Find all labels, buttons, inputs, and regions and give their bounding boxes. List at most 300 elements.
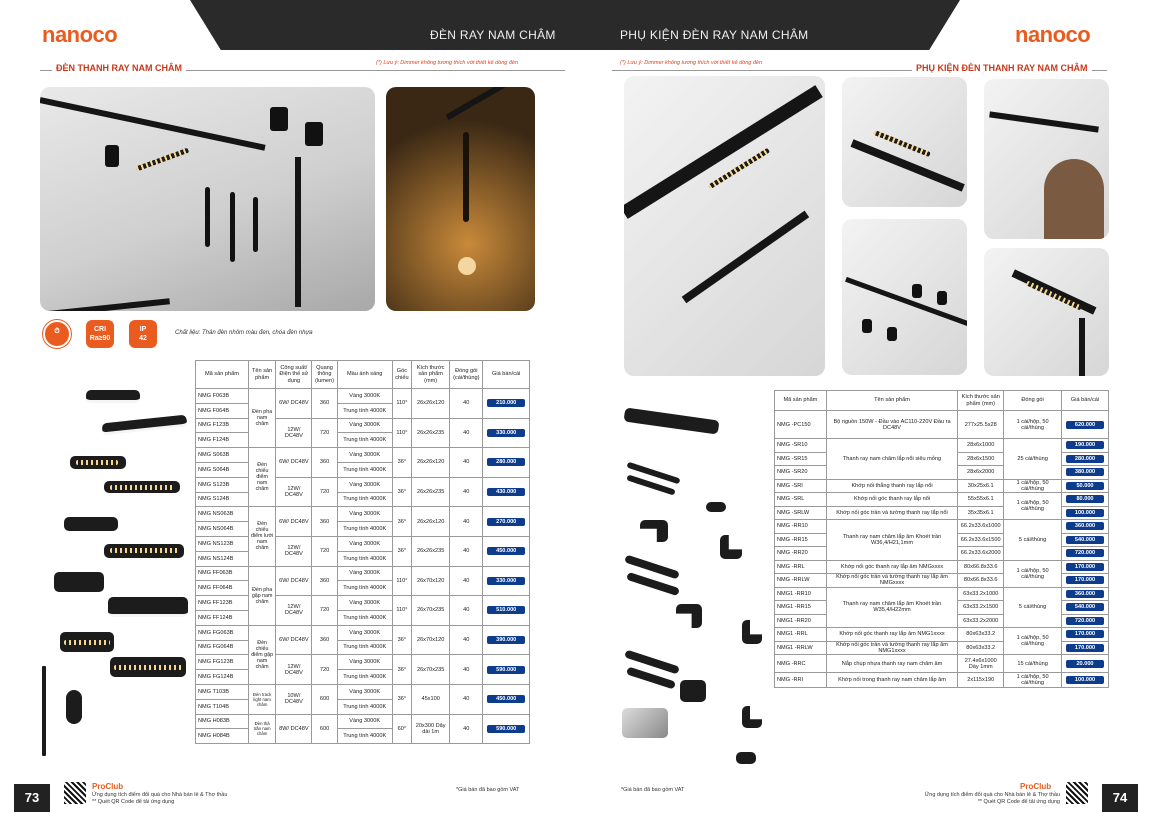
lumen: 360 <box>312 389 337 419</box>
proclub-line1-right: Ứng dụng tích điểm đổi quà cho Nhà bán lẻ & Thợ thầu <box>924 792 1060 798</box>
power: 12W/ DC48V <box>276 418 312 448</box>
product-code: NMG F064B <box>196 403 249 418</box>
price: 190.000 <box>1066 441 1104 449</box>
light-color: Trung tính 4000K <box>337 522 392 537</box>
light-color: Vàng 3000K <box>337 536 392 551</box>
track-closeup-photo <box>624 76 825 376</box>
pendant-photo <box>386 87 535 311</box>
accessory-size: 35x35x6.1 <box>958 506 1004 520</box>
col-pack: Đóng gói (cái/thùng) <box>450 361 483 389</box>
price: 450.000 <box>487 695 525 703</box>
product-code: NMG FF064B <box>196 581 249 596</box>
lumen: 720 <box>312 536 337 566</box>
accessory-size: 28x6x2000 <box>958 466 1004 480</box>
packing: 40 <box>450 536 483 566</box>
price: 50.000 <box>1066 482 1104 490</box>
product-code: NMG T103B <box>196 684 249 699</box>
product-code: NMG S064B <box>196 462 249 477</box>
price: 590.000 <box>487 666 525 674</box>
accessory-size: 80x66.8x33.6 <box>958 574 1004 588</box>
accessory-size: 80x63x33.2 <box>958 641 1004 655</box>
accessory-code: NMG -RR20 <box>775 547 827 561</box>
beam-angle: 110° <box>392 389 411 419</box>
accessory-size: 66.2x33.6x1000 <box>958 520 1004 534</box>
light-color: Vàng 3000K <box>337 448 392 463</box>
price: 360.000 <box>1066 522 1104 530</box>
light-color: Trung tính 4000K <box>337 433 392 448</box>
packing: 40 <box>450 418 483 448</box>
accessory-code: NMG -SR10 <box>775 439 827 453</box>
accessory-pack: 1 cái/hộp, 50 cái/thùng <box>1004 560 1062 587</box>
product-code: NMG S123B <box>196 477 249 492</box>
product-code: NMG FG124B <box>196 670 249 685</box>
col-size: Kích thước sản phẩm (mm) <box>412 361 450 389</box>
price: 380.000 <box>1066 468 1104 476</box>
product-name: Đèn pha nam châm <box>248 389 276 448</box>
accessory-size: 63x33.2x1500 <box>958 601 1004 615</box>
cri-badge <box>86 320 114 348</box>
accessory-name: Khớp nối góc trần và tường thanh ray lắp âm NMG1xxxx <box>826 641 957 655</box>
table-row <box>775 655 1109 673</box>
accessory-code: NMG -RR15 <box>775 533 827 547</box>
left-note: (*) Lưu ý: Dimmer không tương thích với thiết kế dòng đèn <box>376 60 519 66</box>
right-section-title: PHỤ KIỆN ĐÈN THANH RAY NAM CHÂM <box>912 63 1092 73</box>
lumen: 720 <box>312 655 337 685</box>
light-color: Vàng 3000K <box>337 684 392 699</box>
power: 12W/ DC48V <box>276 477 312 507</box>
brand-logo-left: nanoco <box>42 22 118 47</box>
product-code: NMG FF124B <box>196 610 249 625</box>
accessory-code: NMG -RRI <box>775 673 827 688</box>
table-row <box>775 411 1109 439</box>
dimension: 26x26x235 <box>412 477 450 507</box>
price: 170.000 <box>1066 644 1104 652</box>
price-cell <box>483 477 530 507</box>
ceiling-track-photo <box>984 248 1109 376</box>
packing: 40 <box>450 477 483 507</box>
accessory-size: 66.2x33.6x1500 <box>958 533 1004 547</box>
accessory-size: 277x25.5x28 <box>958 411 1004 439</box>
product-code: NMG F063B <box>196 389 249 404</box>
price-cell <box>1062 452 1109 466</box>
light-color: Vàng 3000K <box>337 714 392 729</box>
packing: 40 <box>450 389 483 419</box>
price: 270.000 <box>487 518 525 526</box>
light-color: Vàng 3000K <box>337 418 392 433</box>
packing: 40 <box>450 448 483 478</box>
beam-angle: 36° <box>392 655 411 685</box>
page-number-left: 73 <box>14 784 50 812</box>
accessory-code: NMG1 -RR15 <box>775 601 827 615</box>
price-cell <box>1062 641 1109 655</box>
rcol-size: Kích thước sản phẩm (mm) <box>958 391 1004 411</box>
price: 450.000 <box>487 547 525 555</box>
accessory-name: Bộ nguồn 150W - Đầu vào AC110-220V Đầu ra DC48V <box>826 411 957 439</box>
price: 210.000 <box>487 399 525 407</box>
price-cell <box>1062 506 1109 520</box>
power: 6W/ DC48V <box>276 507 312 537</box>
price-cell <box>1062 439 1109 453</box>
packing: 40 <box>450 684 483 714</box>
beam-angle: 36° <box>392 507 411 537</box>
product-code: NMG FF123B <box>196 596 249 611</box>
beam-angle: 36° <box>392 477 411 507</box>
price: 590.000 <box>487 725 525 733</box>
product-name: Đèn chiếu điểm nam châm <box>248 448 276 507</box>
table-row <box>196 536 530 551</box>
light-color: Trung tính 4000K <box>337 699 392 714</box>
light-color: Trung tính 4000K <box>337 403 392 418</box>
product-code: NMG FF063B <box>196 566 249 581</box>
packing: 40 <box>450 714 483 744</box>
table-row <box>775 479 1109 493</box>
light-color: Vàng 3000K <box>337 655 392 670</box>
light-color: Trung tính 4000K <box>337 462 392 477</box>
table-row <box>775 628 1109 642</box>
price-cell <box>483 625 530 655</box>
light-color: Trung tính 4000K <box>337 551 392 566</box>
dimension: 26x70x120 <box>412 625 450 655</box>
page-number-right: 74 <box>1102 784 1138 812</box>
col-price: Giá bán/cái <box>483 361 530 389</box>
light-color: Trung tính 4000K <box>337 610 392 625</box>
col-angle: Góc chiếu <box>392 361 411 389</box>
price-cell <box>483 536 530 566</box>
product-name: Đèn pha gập nam châm <box>248 566 276 625</box>
beam-angle: 36° <box>392 684 411 714</box>
accessory-code: NMG1 -RRL <box>775 628 827 642</box>
price-cell <box>1062 466 1109 480</box>
accessory-pack: 1 cái/hộp, 50 cái/thùng <box>1004 493 1062 520</box>
price-cell <box>1062 655 1109 673</box>
price-cell <box>1062 479 1109 493</box>
table-row <box>196 507 530 522</box>
accessory-code: NMG -RRC <box>775 655 827 673</box>
accessory-pack: 5 cái/thùng <box>1004 587 1062 628</box>
power: 6W/ DC48V <box>276 389 312 419</box>
proclub-line2-right: ** Quét QR Code để tải ứng dụng <box>977 799 1060 805</box>
beam-angle: 60° <box>392 714 411 744</box>
rcol-name: Tên sản phẩm <box>826 391 957 411</box>
rcol-price: Giá bán/cái <box>1062 391 1109 411</box>
accessory-pack: 1 cái/hộp, 50 cái/thùng <box>1004 411 1062 439</box>
lumen: 360 <box>312 448 337 478</box>
price: 330.000 <box>487 429 525 437</box>
material-note: Chất liệu: Thân đèn nhôm màu đen, chóa đèn nhựa <box>175 330 313 336</box>
price-cell <box>483 714 530 744</box>
ip-value: 42 <box>139 335 147 342</box>
price-cell <box>1062 533 1109 547</box>
brand-logo-right: nanoco <box>1015 22 1091 47</box>
product-code: NMG NS064B <box>196 522 249 537</box>
accessory-code: NMG -PC150 <box>775 411 827 439</box>
accessory-code: NMG -RRL <box>775 560 827 574</box>
lumen: 600 <box>312 684 337 714</box>
price: 720.000 <box>1066 549 1104 557</box>
dimension: 45x100 <box>412 684 450 714</box>
vat-note-left: *Giá bán đã bao gồm VAT <box>456 787 520 793</box>
accessory-name: Thanh ray nam châm lắp âm Khoét trần W36,4/H21,1mm <box>826 520 957 561</box>
spot-light-photo <box>842 219 967 375</box>
left-section-title: ĐÈN THANH RAY NAM CHÂM <box>52 63 186 73</box>
price: 540.000 <box>1066 603 1104 611</box>
price: 170.000 <box>1066 563 1104 571</box>
price-cell <box>483 655 530 685</box>
price-cell <box>1062 411 1109 439</box>
proclub-right: ProClub <box>1020 782 1052 791</box>
lumen: 720 <box>312 596 337 626</box>
price: 100.000 <box>1066 509 1104 517</box>
price: 720.000 <box>1066 617 1104 625</box>
lumen: 720 <box>312 477 337 507</box>
accessory-pack: 1 cái/hộp, 50 cái/thùng <box>1004 479 1062 493</box>
beam-angle: 36° <box>392 625 411 655</box>
accessory-code: NMG1 -RR10 <box>775 587 827 601</box>
price: 430.000 <box>487 488 525 496</box>
price: 100.000 <box>1066 676 1104 684</box>
accessory-size: 66.2x33.6x2000 <box>958 547 1004 561</box>
cri-value: Ra≥90 <box>89 335 111 342</box>
accessory-size: 80x66.8x33.6 <box>958 560 1004 574</box>
product-code: NMG F124B <box>196 433 249 448</box>
col-name: Tên sản phẩm <box>248 361 276 389</box>
accessory-size: 27.4x6x1000 Dày 1mm <box>958 655 1004 673</box>
accessory-size: 2x115x190 <box>958 673 1004 688</box>
accessory-name: Nắp chụp nhựa thanh ray nam châm âm <box>826 655 957 673</box>
cri-label: CRI <box>93 326 107 333</box>
ip-label: IP <box>139 326 147 333</box>
product-code: NMG H083B <box>196 714 249 729</box>
dimension: 26x26x120 <box>412 507 450 537</box>
product-code: NMG FG064B <box>196 640 249 655</box>
light-color: Trung tính 4000K <box>337 670 392 685</box>
proclub-desc-right <box>908 792 1060 806</box>
power: 8W/ DC48V <box>276 714 312 744</box>
dimension: 26x70x235 <box>412 596 450 626</box>
product-code: NMG T104B <box>196 699 249 714</box>
price: 170.000 <box>1066 630 1104 638</box>
header-band <box>190 0 960 50</box>
accessory-size: 30x25x6.1 <box>958 479 1004 493</box>
product-name: Đèn chiếu điểm gập nam châm <box>248 625 276 684</box>
price: 280.000 <box>1066 455 1104 463</box>
left-price-table <box>195 360 530 744</box>
packing: 40 <box>450 596 483 626</box>
col-lumen: Quang thông (lumen) <box>312 361 337 389</box>
price: 170.000 <box>1066 576 1104 584</box>
product-code: NMG H084B <box>196 729 249 744</box>
price-cell <box>483 418 530 448</box>
light-color: Vàng 3000K <box>337 566 392 581</box>
qr-code-right[interactable] <box>1066 782 1088 804</box>
price-cell <box>1062 673 1109 688</box>
accessory-pack: 25 cái/thùng <box>1004 439 1062 480</box>
power: 6W/ DC48V <box>276 566 312 596</box>
right-page-title: PHỤ KIỆN ĐÈN RAY NAM CHÂM <box>620 28 809 42</box>
product-code: NMG F123B <box>196 418 249 433</box>
proclub-line2-left: ** Quét QR Code để tải ứng dụng <box>92 799 175 805</box>
right-price-table <box>774 390 1109 688</box>
accessory-code: NMG -RR10 <box>775 520 827 534</box>
price: 360.000 <box>1066 590 1104 598</box>
table-row <box>196 655 530 670</box>
accessory-code: NMG -SRL <box>775 493 827 507</box>
accessory-pack: 5 cái/thùng <box>1004 520 1062 561</box>
product-name: Đèn thả trần nam châm <box>248 714 276 744</box>
lumen: 360 <box>312 625 337 655</box>
table-row <box>196 596 530 611</box>
light-color: Vàng 3000K <box>337 389 392 404</box>
lumen: 360 <box>312 507 337 537</box>
price: 540.000 <box>1066 536 1104 544</box>
accessory-pack: 15 cái/thùng <box>1004 655 1062 673</box>
beam-angle: 36° <box>392 536 411 566</box>
table-row <box>196 566 530 581</box>
dimension: 26x26x120 <box>412 389 450 419</box>
linear-light-photo <box>842 77 967 207</box>
accessory-code: NMG1 -RRLW <box>775 641 827 655</box>
proclub-desc-left <box>92 792 227 806</box>
accessory-name: Thanh ray nam châm lắp nổi siêu mỏng <box>826 439 957 480</box>
accessory-name: Khớp nối trong thanh ray nam châm lắp âm <box>826 673 957 688</box>
price-cell <box>1062 601 1109 615</box>
price-cell <box>1062 520 1109 534</box>
table-row <box>775 520 1109 534</box>
dimension: 26x26x120 <box>412 448 450 478</box>
dimension: 26x26x235 <box>412 418 450 448</box>
table-row <box>196 684 530 699</box>
dimension: 26x70x120 <box>412 566 450 596</box>
col-code: Mã sản phẩm <box>196 361 249 389</box>
price-cell <box>1062 628 1109 642</box>
packing: 40 <box>450 507 483 537</box>
table-row <box>775 493 1109 507</box>
table-row <box>196 389 530 404</box>
table-row <box>196 418 530 433</box>
packing: 40 <box>450 655 483 685</box>
accessory-size: 63x33.2x2000 <box>958 614 1004 628</box>
product-name: Đèn track light nam châm <box>248 684 276 714</box>
col-power: Công suất/ Điện thế sử dụng <box>276 361 312 389</box>
accessory-code: NMG -SRI <box>775 479 827 493</box>
accessory-name: Khớp nối góc trần và tường thanh ray lắp âm NMGxxxx <box>826 574 957 588</box>
packing: 40 <box>450 566 483 596</box>
accessory-code: NMG1 -RR20 <box>775 614 827 628</box>
price-cell <box>483 448 530 478</box>
qr-code-left[interactable] <box>64 782 86 804</box>
accessory-code: NMG -RRLW <box>775 574 827 588</box>
col-color: Màu ánh sáng <box>337 361 392 389</box>
price: 20.000 <box>1066 660 1104 668</box>
product-code: NMG FG063B <box>196 625 249 640</box>
light-color: Vàng 3000K <box>337 507 392 522</box>
price: 280.000 <box>487 458 525 466</box>
accessory-code: NMG -SR20 <box>775 466 827 480</box>
light-color: Trung tính 4000K <box>337 640 392 655</box>
beam-angle: 110° <box>392 418 411 448</box>
price: 390.000 <box>487 636 525 644</box>
rcol-pack: Đóng gói <box>1004 391 1062 411</box>
accessory-name: Khớp nối góc trần và tường thanh ray lắp nổi <box>826 506 957 520</box>
table-row <box>196 714 530 729</box>
light-color: Vàng 3000K <box>337 625 392 640</box>
light-color: Vàng 3000K <box>337 596 392 611</box>
dimension: 26x70x235 <box>412 655 450 685</box>
price-cell <box>483 684 530 714</box>
accessory-name: Thanh ray nam châm lắp âm Khoét trần W35,4/H22mm <box>826 587 957 628</box>
price: 510.000 <box>487 606 525 614</box>
table-row <box>775 673 1109 688</box>
price-cell <box>483 596 530 626</box>
price-cell <box>483 507 530 537</box>
product-code: NMG NS124B <box>196 551 249 566</box>
dimension: 26x26x235 <box>412 536 450 566</box>
beam-angle: 110° <box>392 596 411 626</box>
table-row <box>775 587 1109 601</box>
price-cell <box>1062 614 1109 628</box>
right-note: (*) Lưu ý: Dimmer không tương thích với thiết kế dòng đèn <box>620 60 763 66</box>
product-name: Đèn chiếu điểm lưới nam châm <box>248 507 276 566</box>
table-row <box>775 560 1109 574</box>
accessory-name: Khớp nối góc thanh ray lắp nổi <box>826 493 957 507</box>
dimension: 20x300 Dây dài 1m <box>412 714 450 744</box>
power: 6W/ DC48V <box>276 448 312 478</box>
light-color: Trung tính 4000K <box>337 492 392 507</box>
table-row <box>196 448 530 463</box>
accessory-size: 28x6x1000 <box>958 439 1004 453</box>
accessory-pack: 1 cái/hộp, 50 cái/thùng <box>1004 628 1062 655</box>
power: 12W/ DC48V <box>276 655 312 685</box>
accessory-name: Khớp nối thẳng thanh ray lắp nổi <box>826 479 957 493</box>
light-color: Trung tính 4000K <box>337 581 392 596</box>
power: 12W/ DC48V <box>276 596 312 626</box>
light-color: Vàng 3000K <box>337 477 392 492</box>
proclub-left: ProClub <box>92 782 124 791</box>
accessory-name: Khớp nối góc thanh ray lắp âm NMG1xxxx <box>826 628 957 642</box>
ip-badge <box>129 320 157 348</box>
price-cell <box>1062 547 1109 561</box>
price-cell <box>483 389 530 419</box>
lumen: 600 <box>312 714 337 744</box>
price-cell <box>1062 574 1109 588</box>
beam-angle: 36° <box>392 448 411 478</box>
accessory-pack: 1 cái/hộp, 50 cái/thùng <box>1004 673 1062 688</box>
price: 330.000 <box>487 577 525 585</box>
accessory-size: 28x6x1500 <box>958 452 1004 466</box>
rcol-code: Mã sản phẩm <box>775 391 827 411</box>
product-code: NMG S124B <box>196 492 249 507</box>
accessory-size: 80x63x33.2 <box>958 628 1004 642</box>
power: 10W/ DC48V <box>276 684 312 714</box>
product-code: NMG NS063B <box>196 507 249 522</box>
room-photo <box>40 87 375 311</box>
price: 620.000 <box>1066 421 1104 429</box>
accessory-name: Khớp nối góc thanh ray lắp âm NMGxxxx <box>826 560 957 574</box>
table-row <box>196 477 530 492</box>
warranty-icon: ⏱ <box>43 320 71 348</box>
table-row <box>775 439 1109 453</box>
beam-angle: 110° <box>392 566 411 596</box>
power: 12W/ DC48V <box>276 536 312 566</box>
price: 80.000 <box>1066 495 1104 503</box>
installation-photo <box>984 79 1109 239</box>
packing: 40 <box>450 625 483 655</box>
left-page-title: ĐÈN RAY NAM CHÂM <box>430 28 556 42</box>
product-code: NMG FG123B <box>196 655 249 670</box>
price-cell <box>483 566 530 596</box>
price-cell <box>1062 587 1109 601</box>
accessory-size: 55x55x6.1 <box>958 493 1004 507</box>
